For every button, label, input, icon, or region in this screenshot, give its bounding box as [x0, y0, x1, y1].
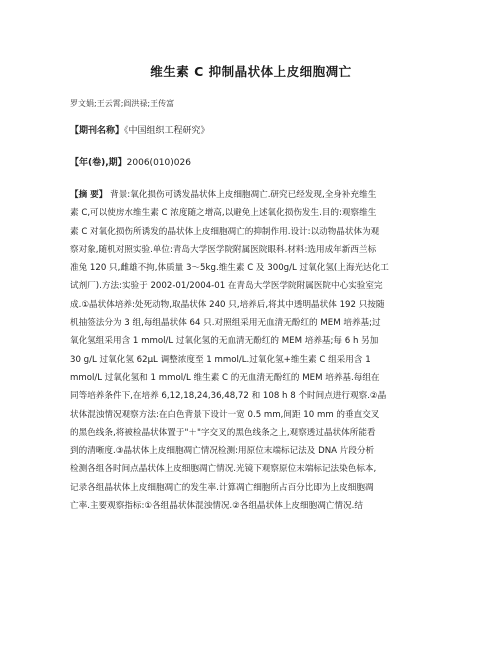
- abstract-label: 【摘 要】: [70, 190, 108, 200]
- abstract-line: [70, 186, 434, 204]
- abstract-line: 氧化氢组采用含 1 mmol/L 过氧化氢的无血清无酚红的 MEM 培养基;每 6 h 另加: [70, 336, 379, 347]
- abstract-line: mmol/L 过氧化氢和 1 mmol/L 维生素 C 的无血清无酚红的 MEM 培养基.每组在: [70, 372, 380, 383]
- journal-label: 【期刊名称】: [70, 126, 125, 136]
- abstract-line: 试剂厂).方法:实验于 2002-01/2004-01 在青岛大学医学院附属医院中心实验室完: [70, 281, 383, 292]
- abstract-line: 状体混浊情况观察方法:在白色背景下设计一宽 0.5 mm,间距 10 mm 的垂直交叉: [70, 409, 380, 420]
- abstract-line: 机抽签法分为 3 组,每组晶状体 64 只.对照组采用无血清无酚红的 MEM 培养基;过: [70, 318, 381, 329]
- abstract-line: 检测各组各时间点晶状体上皮细胞凋亡情况.光镜下观察原位末端标记法染色标本,: [70, 464, 377, 475]
- abstract-line: 到的清晰度.③晶状体上皮细胞凋亡情况检测:用原位末端标记法及 DNA 片段分析: [70, 446, 375, 457]
- document-title: 维生素 C 抑制晶状体上皮细胞凋亡: [150, 64, 352, 79]
- author-list: 罗文娟;王云霄;阎洪禄;王传富: [70, 99, 175, 108]
- abstract-block: [70, 186, 434, 515]
- abstract-line: 同等培养条件下,在培养 6,12,18,24,36,48,72 和 108 h 8 个时间点进行观察.②晶: [70, 391, 387, 402]
- year-label: 【年(卷),期】: [70, 158, 127, 168]
- abstract-text: 背景:氧化损伤可诱发晶状体上皮细胞凋亡.研究已经发现,全身补充维生: [110, 190, 377, 200]
- abstract-line: 成.①晶状体培养:处死动物,取晶状体 240 只,培养后,将其中透明晶状体 192 只按随: [70, 299, 385, 310]
- abstract-line: 亡率.主要观察指标:①各组晶状体混浊情况.②各组晶状体上皮细胞凋亡情况.结: [70, 501, 363, 512]
- abstract-line: 记录各组晶状体上皮细胞凋亡的发生率.计算凋亡细胞所占百分比即为上皮细胞凋: [70, 482, 374, 493]
- abstract-line: 察对象,随机对照实验.单位:青岛大学医学院附属医院眼科.材料:选用成年新西兰标: [70, 244, 377, 255]
- journal-value: 《中国组织工程研究》: [124, 126, 210, 136]
- journal-field: [70, 123, 210, 136]
- year-value: 2006(010)026: [126, 158, 191, 168]
- abstract-line: 准兔 120 只,雌雄不拘,体质量 3～5kg.维生素 C 及 300g/L 过氧化氢(上海光达化工: [70, 263, 389, 274]
- year-field: [70, 155, 191, 168]
- abstract-line: 素 C 对氧化损伤所诱发的晶状体上皮细胞凋亡的抑制作用.设计:以动物晶状体为观: [70, 226, 380, 237]
- abstract-line: 的黑色线条,将被检晶状体置于"＋"字交叉的黑色线条之上,观察透过晶状体所能看: [70, 427, 376, 438]
- abstract-line: 30 g/L 过氧化氢 62μL 调整浓度至 1 mmol/L.过氧化氢+维生素 C 组采用含 1: [70, 354, 371, 365]
- abstract-line: 素 C,可以使房水维生素 C 浓度随之增高,以避免上述氧化损伤发生.目的:观察维生: [70, 208, 377, 219]
